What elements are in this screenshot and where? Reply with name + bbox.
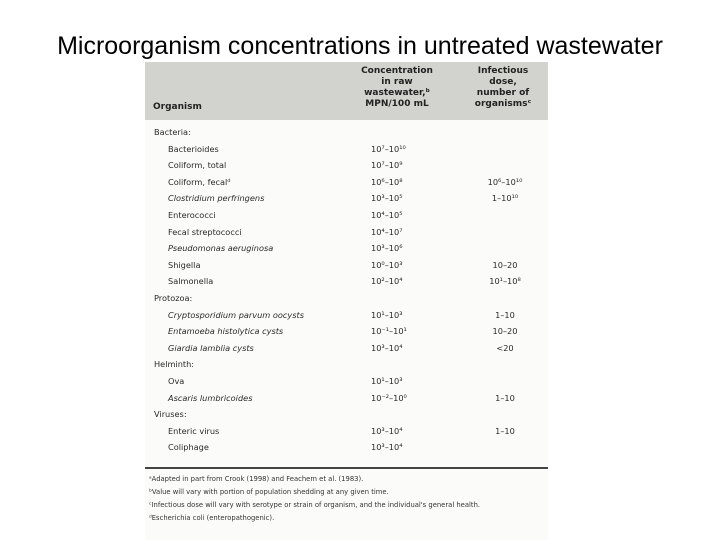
table-body <box>145 124 548 456</box>
header-concentration <box>345 66 449 110</box>
header-concentration-line: in raw <box>381 77 413 87</box>
header-organism: Organism <box>153 102 202 112</box>
infectious-dose-cell: 1–10 <box>495 425 515 436</box>
organism-name: Clostridium perfringens <box>168 193 265 204</box>
organism-name: Pseudomonas aeruginosa <box>168 243 274 254</box>
concentration-cell: 10⁷–10⁹ <box>371 160 403 171</box>
scanned-table-image <box>145 62 548 540</box>
header-concentration-line: wastewater,ᵇ <box>364 88 430 98</box>
organism-name: Fecal streptococci <box>168 226 242 237</box>
concentration-cell: 10⁴–10⁷ <box>371 226 403 237</box>
infectious-dose-cell: <20 <box>496 342 514 353</box>
category-label: Protozoa: <box>154 292 193 303</box>
infectious-dose-cell: 10⁶–10¹⁰ <box>487 176 523 187</box>
organism-name: Cryptosporidium parvum oocysts <box>168 309 304 320</box>
concentration-cell: 10³–10⁴ <box>371 425 403 436</box>
category-label: Viruses: <box>154 409 187 420</box>
category-row <box>145 290 548 307</box>
infectious-dose-cell: 1–10 <box>495 392 515 403</box>
organism-name: Bacterioides <box>168 143 219 154</box>
infectious-dose-cell: 10–20 <box>492 326 518 337</box>
organism-name: Ascaris lumbricoides <box>168 392 253 403</box>
organism-name: Coliphage <box>168 442 209 453</box>
table-row <box>145 240 548 257</box>
concentration-cell: 10⁻¹–10¹ <box>371 326 407 337</box>
header-dose-line: dose, <box>489 77 517 87</box>
category-label: Bacteria: <box>154 127 191 137</box>
table-row <box>145 224 548 241</box>
infectious-dose-cell: 10¹–10⁸ <box>489 276 521 287</box>
table-row <box>145 373 548 390</box>
concentration-cell: 10⁴–10⁵ <box>371 209 403 220</box>
organism-name: Enteric virus <box>168 425 220 436</box>
table-row <box>145 439 548 456</box>
table-row <box>145 174 548 191</box>
footnotes <box>149 474 544 526</box>
table-row <box>145 273 548 290</box>
concentration-cell: 10⁷–10¹⁰ <box>371 143 406 154</box>
concentration-cell: 10¹–10³ <box>371 375 403 386</box>
footnote: ᵇValue will vary with portion of population shedding at any given time. <box>149 488 389 496</box>
category-label: Helminth: <box>154 359 195 370</box>
table-row <box>145 323 548 340</box>
concentration-cell: 10⁶–10⁸ <box>371 176 403 187</box>
footnote: ᶜInfectious dose will vary with serotype or strain of organism, and the individual's general health. <box>149 501 481 509</box>
organism-name: Entamoeba histolytica cysts <box>168 326 284 337</box>
header-dose-line: number of <box>476 88 530 98</box>
concentration-cell: 10³–10⁴ <box>371 442 403 453</box>
organism-name: Coliform, total <box>168 160 227 171</box>
concentration-cell: 10¹–10³ <box>371 309 403 320</box>
organism-name: Coliform, fecalᵈ <box>168 176 231 187</box>
category-row <box>145 124 548 141</box>
table-row <box>145 423 548 440</box>
concentration-cell: 10²–10⁴ <box>371 276 403 287</box>
footnote: ᵈEscherichia coli (enteropathogenic). <box>149 514 275 522</box>
footnote: ᵃAdapted in part from Crook (1998) and Feachem et al. (1983). <box>149 475 364 483</box>
category-row <box>145 356 548 373</box>
table-row <box>145 257 548 274</box>
concentration-cell: 10³–10⁴ <box>371 342 403 353</box>
category-row <box>145 406 548 423</box>
slide-title: Microorganism concentrations in untreated wastewater <box>57 32 663 60</box>
organism-name: Salmonella <box>168 276 214 287</box>
table-row <box>145 307 548 324</box>
concentration-cell: 10⁰–10³ <box>371 259 403 270</box>
infectious-dose-cell: 10–20 <box>492 259 518 270</box>
table-row <box>145 190 548 207</box>
table-bottom-rule <box>145 467 548 469</box>
header-concentration-line: MPN/100 mL <box>365 99 429 109</box>
header-dose-line: organismsᶜ <box>474 99 532 109</box>
organism-name: Giardia lamblia cysts <box>168 342 254 353</box>
organism-name: Enterococci <box>168 209 216 220</box>
organism-name: Ova <box>168 375 185 386</box>
concentration-cell: 10³–10⁵ <box>371 193 403 204</box>
concentration-cell: 10⁻²–10⁰ <box>371 392 407 403</box>
table-header <box>145 62 548 120</box>
header-infectious-dose <box>460 66 546 110</box>
infectious-dose-cell: 1–10 <box>495 309 515 320</box>
organism-name: Shigella <box>168 259 201 270</box>
table-row <box>145 390 548 407</box>
table-row <box>145 340 548 357</box>
header-dose-line: Infectious <box>477 66 529 76</box>
table-row <box>145 141 548 158</box>
header-concentration-line: Concentration <box>361 66 433 76</box>
concentration-cell: 10³–10⁶ <box>371 243 403 254</box>
table-row <box>145 157 548 174</box>
table-row <box>145 207 548 224</box>
infectious-dose-cell: 1–10¹⁰ <box>491 193 519 204</box>
